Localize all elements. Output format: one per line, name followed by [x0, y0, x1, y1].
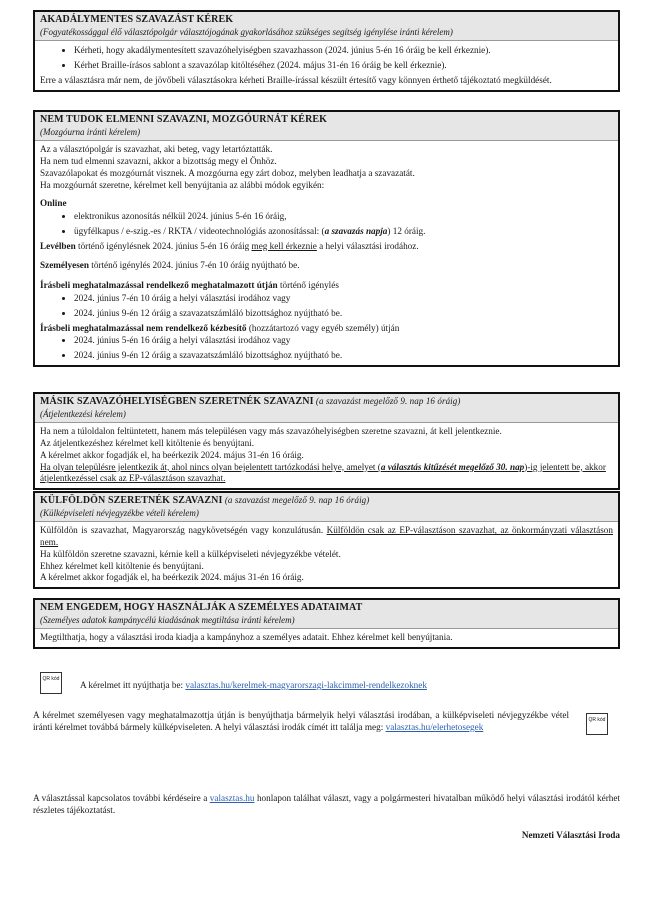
personal-submit-info — [33, 710, 569, 734]
letter-request — [40, 241, 613, 253]
section-text: Ha nem tud elmenni szavazni, akkor a bizottság megy el Önhöz. — [40, 156, 277, 167]
proxy-request — [40, 280, 613, 292]
section-title-text: MÁSIK SZAVAZÓHELYISÉGBEN SZERETNÉK SZAVAZNI — [40, 396, 314, 407]
section-deadline-note: (a szavazást megelőző 9. nap 16 óráig) — [222, 495, 370, 505]
section-header — [35, 12, 618, 41]
section-text: Ehhez kérelmet kell kitöltenie és benyújtani. — [40, 560, 204, 571]
text-run: a helyi választási irodához. — [316, 240, 419, 251]
list-item: • 2024. június 9-én 12 óráig a szavazatszámláló bizottsághoz nyújtható be. — [74, 308, 613, 320]
list-item: • 2024. június 5-én 16 óráig a helyi választási irodához vagy — [74, 335, 613, 347]
text-run: Ha olyan településre jelentkezik át, ahol nincs olyan bejelentett tartózkodási helye, amelyet ( — [40, 461, 381, 472]
section-text: Megtilthatja, hogy a választási iroda kiadja a kampányhoz a személyes adatait. Ehhez kérelmet kell benyújtania. — [40, 632, 453, 643]
list-item: • 2024. június 9-én 12 óráig a szavazatszámláló bizottsághoz nyújtható be. — [74, 350, 613, 362]
section-header — [35, 394, 618, 423]
list-item: • Kérhet Braille-írásos sablont a szavazólap kitöltéséhez (2024. május 31-én 16 óráig be kell érkeznie). — [74, 60, 613, 72]
submit-link[interactable]: valasztas.hu/kerelmek-magyarorszagi-lakcimmel-rendelkezoknek — [185, 680, 427, 690]
section-subtitle: (Személyes adatok kampánycélú kiadásának megtiltása iránti kérelem) — [40, 614, 295, 625]
text-run: A kérelmet itt nyújthatja be: — [80, 680, 186, 690]
text-run: Külföldön is szavazhat, Magyarország nagykövetségén vagy konzulátusán. — [40, 525, 327, 536]
text-run: Külföldön csak az EP-választáson szavazhat, az önkormányzati választáson nem. — [40, 525, 613, 548]
section-title — [40, 396, 613, 409]
section-subtitle: (Külképviseleti névjegyzékbe vételi kérelem) — [40, 507, 199, 518]
section-title: AKADÁLYMENTES SZAVAZÁST KÉREK — [40, 14, 234, 25]
text-run: ) 12 óráig. — [387, 225, 426, 236]
section-title — [40, 495, 613, 508]
signature: Nemzeti Választási Iroda — [521, 830, 620, 840]
section-subtitle: (Fogyatékossággal élő választópolgár választójogának gyakorlásához szükséges segítség igénylése iránti kérelem) — [40, 26, 453, 37]
text-run: (hozzátartozó vagy egyéb személy) útján — [246, 322, 400, 333]
text-run: Személyesen — [40, 260, 89, 271]
section-text: Az a választópolgár is szavazhat, aki beteg, vagy letartóztatták. — [40, 144, 273, 155]
section-text: Erre a választásra már nem, de jövőbeli választásokra kérheti Braille-írással készült értesítő vagy könnyen érthető tájékoztató megküldését. — [40, 74, 552, 85]
section-text: Ha mozgóurnát szeretne, kérelmet kell benyújtania az alábbi módok egyikén: — [40, 179, 325, 190]
qr-code — [40, 672, 62, 694]
section-title: NEM ENGEDEM, HOGY HASZNÁLJÁK A SZEMÉLYES ADATAIMAT — [40, 602, 363, 613]
section-header — [35, 493, 618, 522]
text-run: a választás kitűzését megelőző 30. nap — [380, 461, 525, 472]
text-run: történő igénylés — [277, 280, 339, 291]
online-heading: Online — [40, 198, 67, 209]
section-subtitle: (Mozgóurna iránti kérelem) — [40, 126, 141, 137]
section-title: NEM TUDOK ELMENNI SZAVAZNI, MOZGÓURNÁT KÉREK — [40, 114, 328, 125]
personal-request — [40, 260, 613, 272]
text-run: A kérelmet személyesen vagy meghatalmazottja útján is benyújthatja bármelyik helyi választási irodában, a külképviseleti névjegyzékbe vétel iránti kérelmet továbbá bármely külképviseleten. A helyi választási irodák címét itt találja meg: — [33, 710, 569, 732]
section-text: A kérelmet akkor fogadják el, ha beérkezik 2024. május 31-én 16 óráig. — [40, 572, 304, 583]
section-transfer — [33, 392, 620, 490]
section-deadline-note: (a szavazást megelőző 9. nap 16 óráig) — [313, 396, 461, 406]
section-header — [35, 600, 618, 629]
courier-request — [40, 323, 613, 335]
list-item: • 2024. június 7-én 10 óráig a helyi választási irodához vagy — [74, 293, 613, 305]
section-text: Ha külföldön szeretne szavazni, kérnie kell a külképviseleti névjegyzékbe vételét. — [40, 548, 341, 559]
text-run: Levélben — [40, 240, 76, 251]
section-title-text: KÜLFÖLDÖN SZERETNÉK SZAVAZNI — [40, 495, 223, 506]
text-run: A választással kapcsolatos további kérdéseire a — [33, 793, 210, 803]
section-abroad — [33, 491, 620, 589]
section-mobile-ballot — [33, 110, 620, 367]
section-subtitle: (Átjelentkezési kérelem) — [40, 408, 126, 419]
section-text — [40, 462, 613, 486]
qr-code-label: QR kód — [588, 717, 606, 723]
text-run: Írásbeli meghatalmazással nem rendelkező kézbesítő — [40, 322, 247, 333]
qr-code — [586, 713, 608, 735]
section-text: A kérelmet akkor fogadják el, ha beérkezik 2024. május 31-én 16 óráig. — [40, 449, 304, 460]
section-data-protection — [33, 598, 620, 649]
section-accessible-voting — [33, 10, 620, 92]
further-info — [33, 793, 620, 817]
text-run: a szavazás napja — [324, 225, 388, 236]
section-text: Az átjelentkezéshez kérelmet kell kitöltenie és benyújtani. — [40, 438, 255, 449]
section-header — [35, 112, 618, 141]
text-run: történő igénylés 2024. június 7-én 10 óráig nyújtható be. — [88, 260, 300, 271]
list-item: • Kérheti, hogy akadálymentesített szavazóhelyiségben szavazhasson (2024. június 5-én 16 óráig be kell érkeznie). — [74, 45, 613, 57]
text-run: honlapon találhat választ, vagy a polgármesteri hivatalban működő helyi választási irodától kérhet részletes tájékoztatást. — [33, 793, 620, 815]
text-run: )-ig jelentett be, akkor átjelentkezéssel csak az EP-választáson szavazhat. — [40, 461, 606, 484]
text-run: ügyfélkapus / e-szig.-es / RKTA / videotechnológiás azonosítással: ( — [74, 225, 325, 236]
section-text: Szavazólapokat és mozgóurnát visznek. A mozgóurna egy zárt doboz, melyben leadhatja a szavazatát. — [40, 167, 415, 178]
text-run: történő igénylésnek 2024. június 5-én 16 óráig — [75, 240, 252, 251]
text-run: Írásbeli meghatalmazással rendelkező meghatalmazott útján — [40, 280, 278, 291]
section-text — [40, 525, 613, 549]
list-item: • elektronikus azonosítás nélkül 2024. június 5-én 16 óráig, — [74, 211, 613, 223]
qr-code-label: QR kód — [42, 676, 60, 682]
text-run: meg kell érkeznie — [251, 240, 317, 251]
section-text: Ha nem a túloldalon feltüntetett, hanem más településen vagy más szavazóhelyiségben szeretne szavazni, át kell jelentkeznie. — [40, 426, 502, 437]
list-item — [74, 226, 613, 238]
submit-info — [80, 680, 620, 692]
contacts-link[interactable]: valasztas.hu/elerhetosegek — [385, 721, 484, 732]
website-link[interactable]: valasztas.hu — [209, 793, 255, 803]
